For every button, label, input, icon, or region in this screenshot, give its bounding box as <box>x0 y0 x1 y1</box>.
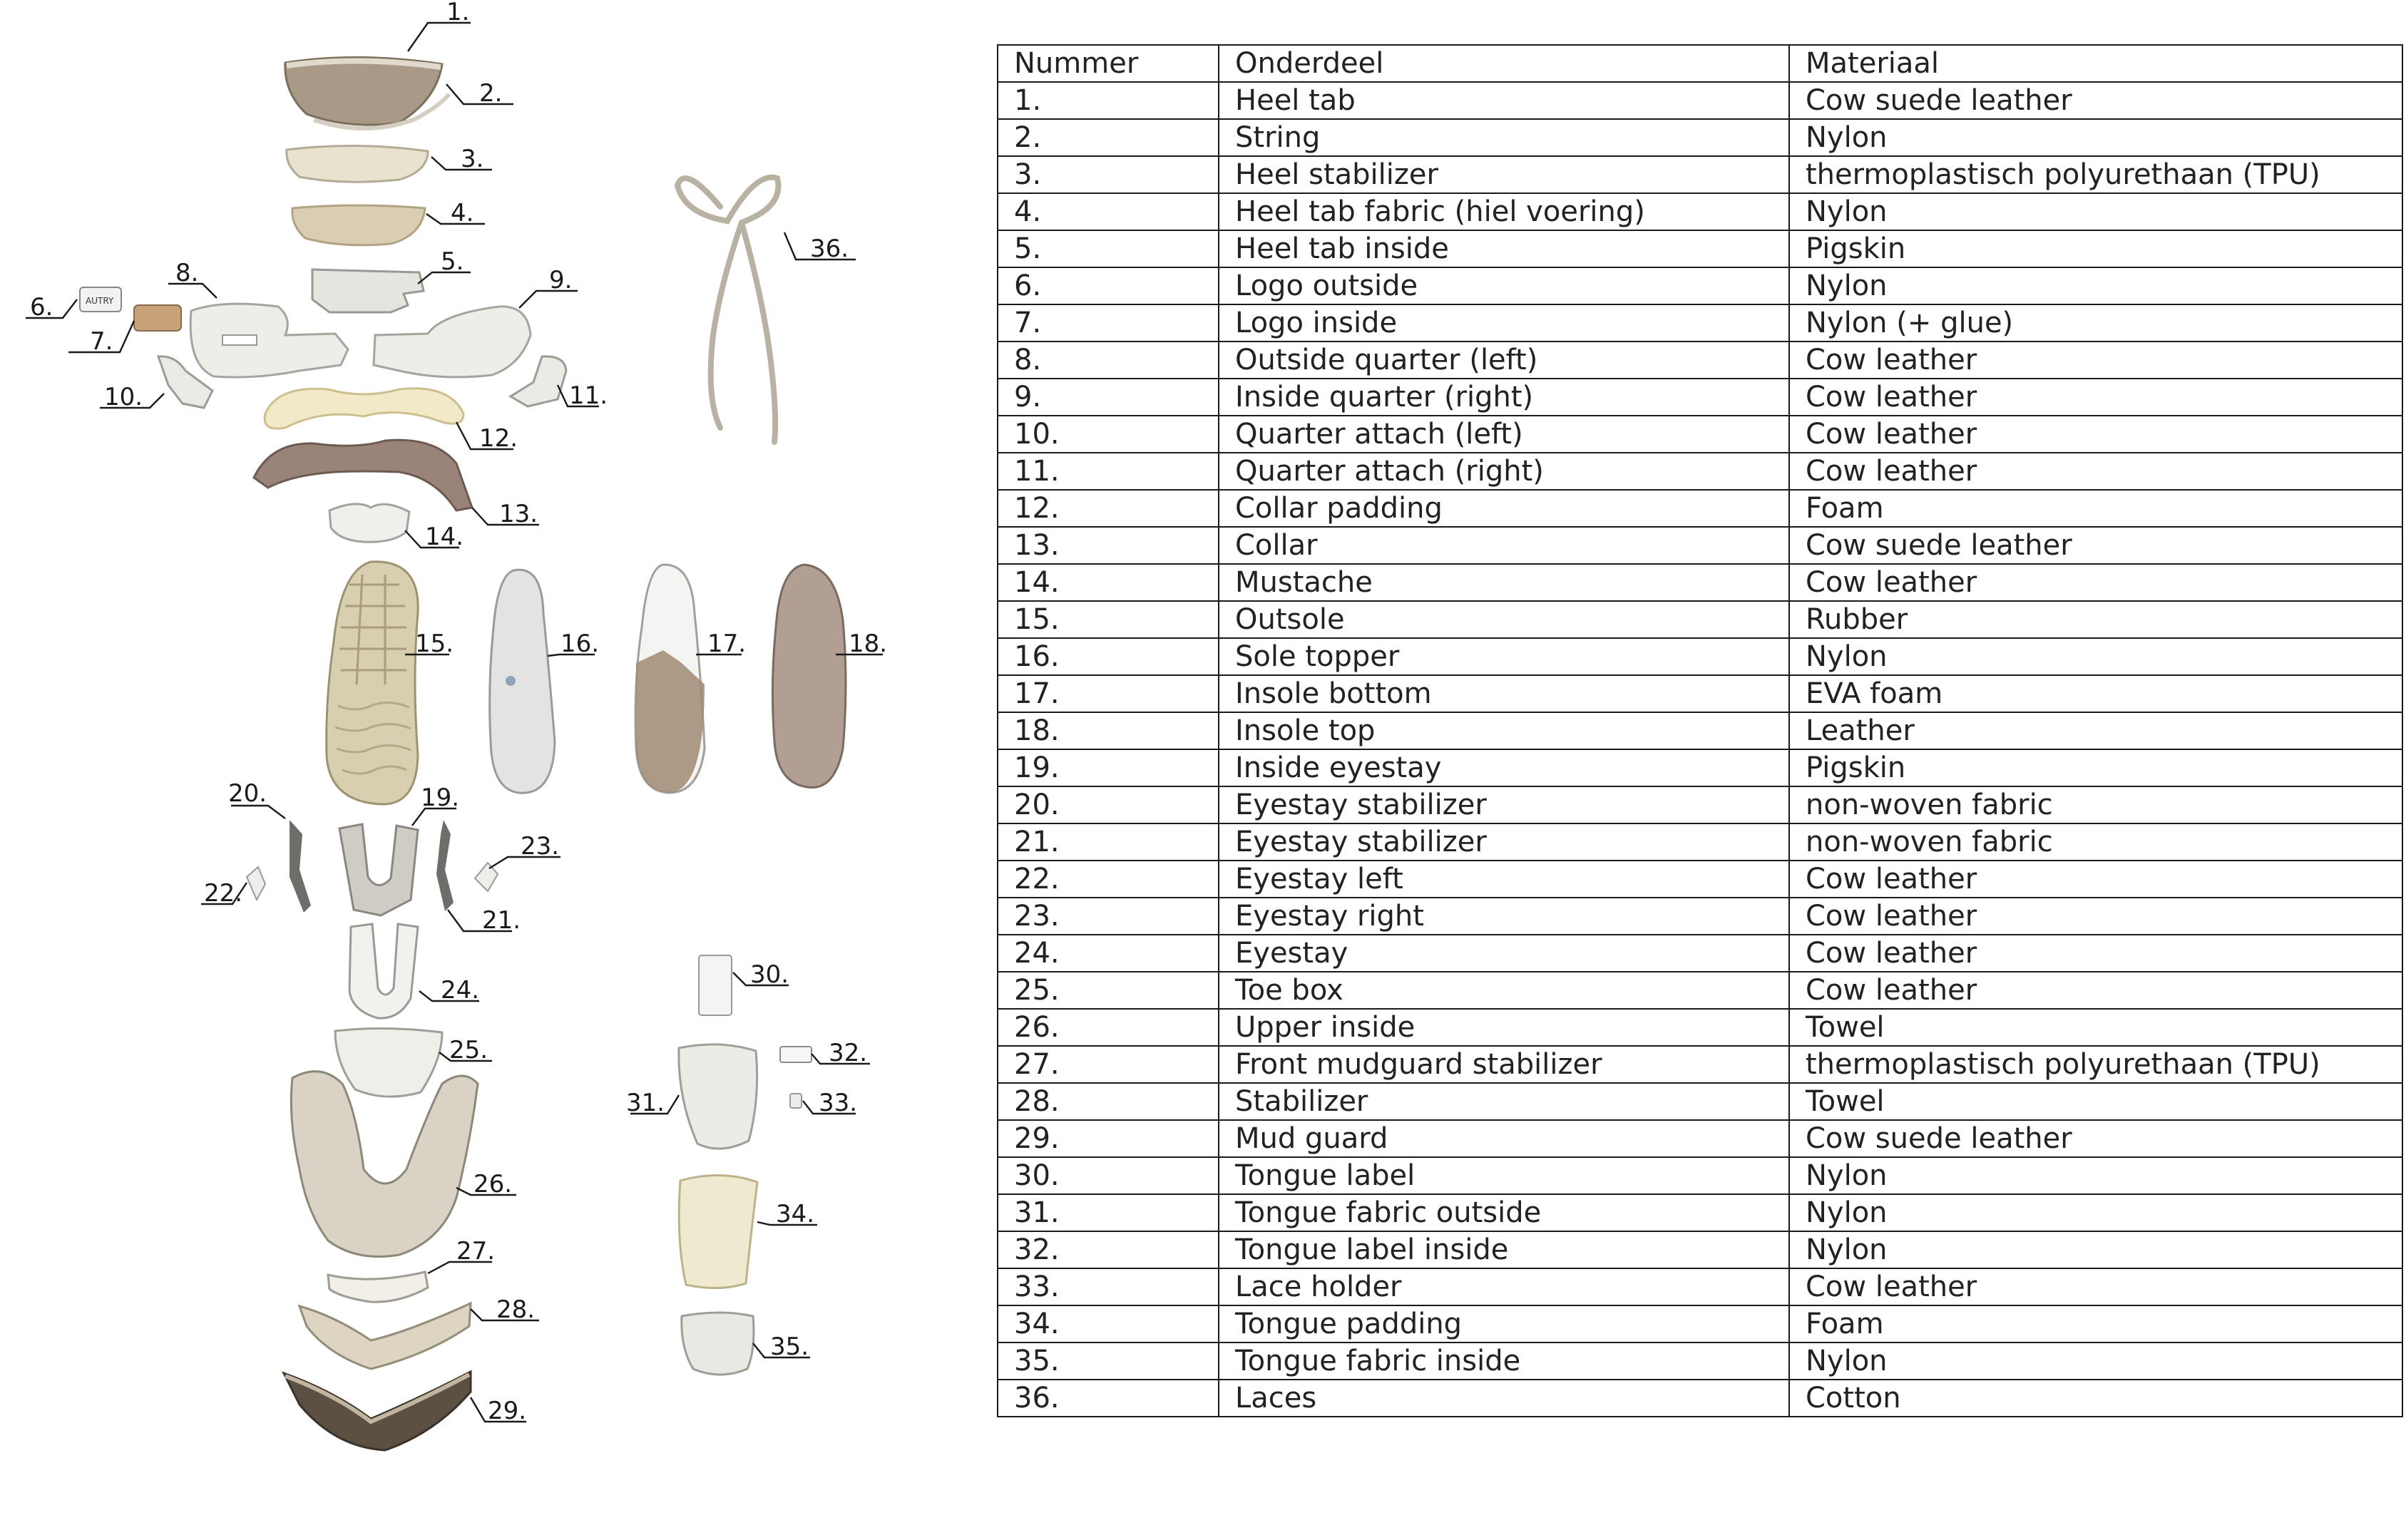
table-row <box>998 1305 2402 1343</box>
part-eyestay-stabilizer-right <box>436 820 454 911</box>
cell-onderdeel: Inside quarter (right) <box>1219 379 1789 416</box>
cell-nummer: 9. <box>998 379 1219 416</box>
part-label-13: 13. <box>499 500 538 528</box>
part-label-32: 32. <box>829 1039 868 1067</box>
cell-nummer: 33. <box>998 1268 1219 1305</box>
part-label-26: 26. <box>473 1170 513 1198</box>
cell-materiaal: Cow suede leather <box>1789 82 2402 119</box>
cell-onderdeel: Eyestay <box>1219 935 1789 972</box>
part-label-24: 24. <box>441 976 480 1005</box>
cell-onderdeel: Front mudguard stabilizer <box>1219 1046 1789 1083</box>
cell-nummer: 4. <box>998 193 1219 230</box>
cell-onderdeel: Tongue padding <box>1219 1305 1789 1343</box>
cell-onderdeel: Tongue label inside <box>1219 1231 1789 1268</box>
table-row <box>998 1194 2402 1231</box>
cell-nummer: 1. <box>998 82 1219 119</box>
part-mustache <box>329 504 409 542</box>
cell-materiaal: non-woven fabric <box>1789 786 2402 823</box>
cell-materiaal: Leather <box>1789 712 2402 749</box>
cell-onderdeel: Tongue fabric inside <box>1219 1343 1789 1380</box>
cell-materiaal: Cow leather <box>1789 564 2402 601</box>
part-heel-tab-inside <box>312 270 424 312</box>
cell-nummer: 21. <box>998 823 1219 861</box>
cell-materiaal: Nylon <box>1789 1194 2402 1231</box>
part-tongue-padding <box>679 1175 757 1288</box>
cell-nummer: 22. <box>998 861 1219 898</box>
cell-materiaal: Rubber <box>1789 601 2402 638</box>
table-row <box>998 972 2402 1009</box>
cell-nummer: 18. <box>998 712 1219 749</box>
cell-onderdeel: Quarter attach (left) <box>1219 416 1789 453</box>
cell-onderdeel: Outsole <box>1219 601 1789 638</box>
cell-materiaal: Nylon <box>1789 267 2402 304</box>
part-outside-quarter-left <box>190 304 348 377</box>
table-row <box>998 1046 2402 1083</box>
part-label-6: 6. <box>30 293 53 322</box>
cell-onderdeel: Quarter attach (right) <box>1219 453 1789 490</box>
cell-onderdeel: Mustache <box>1219 564 1789 601</box>
cell-nummer: 11. <box>998 453 1219 490</box>
cell-materiaal: Nylon <box>1789 193 2402 230</box>
part-label-8: 8. <box>175 259 199 287</box>
cell-nummer: 26. <box>998 1009 1219 1046</box>
cell-onderdeel: Upper inside <box>1219 1009 1789 1046</box>
part-label-1: 1. <box>446 0 470 26</box>
part-quarter-attach-right <box>511 356 566 406</box>
part-label-22: 22. <box>204 879 243 908</box>
part-eyestay-left <box>247 867 265 900</box>
parts-materials-table <box>997 44 2403 1417</box>
table-row <box>998 935 2402 972</box>
cell-nummer: 16. <box>998 638 1219 675</box>
part-label-23: 23. <box>521 832 560 861</box>
cell-materiaal: Foam <box>1789 1305 2402 1343</box>
cell-onderdeel: Eyestay stabilizer <box>1219 786 1789 823</box>
cell-nummer: 15. <box>998 601 1219 638</box>
cell-nummer: 7. <box>998 304 1219 342</box>
cell-onderdeel: Collar padding <box>1219 490 1789 527</box>
cell-materiaal: Towel <box>1789 1009 2402 1046</box>
cell-onderdeel: Tongue fabric outside <box>1219 1194 1789 1231</box>
part-label-20: 20. <box>228 779 267 808</box>
part-label-27: 27. <box>456 1237 496 1266</box>
part-upper-inside <box>291 1072 478 1257</box>
cell-nummer: 12. <box>998 490 1219 527</box>
cell-materiaal: Nylon <box>1789 1231 2402 1268</box>
shoe-parts-illustration <box>0 0 941 1540</box>
cell-onderdeel: Insole bottom <box>1219 675 1789 712</box>
cell-materiaal: Cotton <box>1789 1380 2402 1417</box>
cell-nummer: 17. <box>998 675 1219 712</box>
cell-nummer: 14. <box>998 564 1219 601</box>
cell-nummer: 8. <box>998 342 1219 379</box>
cell-materiaal: Nylon <box>1789 638 2402 675</box>
table-row <box>998 1157 2402 1194</box>
part-outside-quarter-slot <box>222 335 257 345</box>
part-laces <box>677 178 778 442</box>
cell-onderdeel: Eyestay stabilizer <box>1219 823 1789 861</box>
cell-materiaal: Towel <box>1789 1083 2402 1120</box>
table-row <box>998 379 2402 416</box>
logo-outside-text: AUTRY <box>86 296 114 306</box>
cell-nummer: 10. <box>998 416 1219 453</box>
part-tongue-label-inside <box>780 1047 812 1062</box>
header-materiaal: Materiaal <box>1789 45 2402 82</box>
table-row <box>998 527 2402 564</box>
cell-onderdeel: Outside quarter (left) <box>1219 342 1789 379</box>
cell-onderdeel: Lace holder <box>1219 1268 1789 1305</box>
table-row <box>998 1083 2402 1120</box>
part-label-35: 35. <box>770 1333 809 1361</box>
table-row <box>998 1380 2402 1417</box>
cell-nummer: 35. <box>998 1343 1219 1380</box>
table-row <box>998 230 2402 267</box>
part-label-21: 21. <box>482 906 521 935</box>
part-collar <box>254 440 472 510</box>
cell-onderdeel: Logo outside <box>1219 267 1789 304</box>
table-row <box>998 861 2402 898</box>
part-front-mudguard-stabilizer <box>328 1272 428 1302</box>
table-row <box>998 304 2402 342</box>
cell-nummer: 13. <box>998 527 1219 564</box>
cell-materiaal: EVA foam <box>1789 675 2402 712</box>
cell-materiaal: thermoplastisch polyurethaan (TPU) <box>1789 1046 2402 1083</box>
table-row <box>998 601 2402 638</box>
table-row <box>998 1009 2402 1046</box>
part-logo-inside <box>134 305 181 331</box>
cell-onderdeel: Heel stabilizer <box>1219 156 1789 193</box>
cell-materiaal: Cow leather <box>1789 861 2402 898</box>
cell-onderdeel: Heel tab fabric (hiel voering) <box>1219 193 1789 230</box>
cell-nummer: 3. <box>998 156 1219 193</box>
cell-onderdeel: Eyestay left <box>1219 861 1789 898</box>
part-sole-topper <box>490 570 555 793</box>
cell-materiaal: thermoplastisch polyurethaan (TPU) <box>1789 156 2402 193</box>
part-label-28: 28. <box>496 1295 536 1324</box>
part-label-14: 14. <box>425 523 464 551</box>
cell-nummer: 19. <box>998 749 1219 786</box>
table-row <box>998 267 2402 304</box>
table-row <box>998 156 2402 193</box>
cell-onderdeel: Inside eyestay <box>1219 749 1789 786</box>
part-stabilizer <box>300 1303 471 1369</box>
cell-onderdeel: Collar <box>1219 527 1789 564</box>
part-insole-top <box>772 565 846 788</box>
part-tongue-label <box>699 955 732 1015</box>
part-inside-eyestay <box>339 824 418 915</box>
table-row <box>998 82 2402 119</box>
cell-materiaal: Pigskin <box>1789 749 2402 786</box>
part-toe-box <box>335 1028 442 1097</box>
part-label-25: 25. <box>449 1036 488 1064</box>
cell-onderdeel: Eyestay right <box>1219 898 1789 935</box>
part-lace-holder <box>790 1094 802 1108</box>
part-label-34: 34. <box>776 1200 815 1228</box>
cell-materiaal: Cow leather <box>1789 972 2402 1009</box>
table-row <box>998 453 2402 490</box>
cell-nummer: 32. <box>998 1231 1219 1268</box>
table-row <box>998 823 2402 861</box>
cell-nummer: 34. <box>998 1305 1219 1343</box>
part-mud-guard <box>284 1372 471 1450</box>
part-label-4: 4. <box>451 199 474 227</box>
part-label-3: 3. <box>461 145 484 173</box>
part-label-36: 36. <box>810 235 849 263</box>
part-label-29: 29. <box>488 1397 527 1425</box>
cell-nummer: 6. <box>998 267 1219 304</box>
part-label-9: 9. <box>549 266 573 294</box>
part-heel-tab-fabric <box>292 205 425 245</box>
cell-onderdeel: Logo inside <box>1219 304 1789 342</box>
part-label-12: 12. <box>479 424 518 453</box>
cell-nummer: 20. <box>998 786 1219 823</box>
cell-nummer: 23. <box>998 898 1219 935</box>
cell-onderdeel: Mud guard <box>1219 1120 1789 1157</box>
part-tongue-fabric-inside <box>682 1313 754 1375</box>
cell-onderdeel: Heel tab inside <box>1219 230 1789 267</box>
cell-nummer: 31. <box>998 1194 1219 1231</box>
cell-materiaal: Cow leather <box>1789 1268 2402 1305</box>
table-row <box>998 675 2402 712</box>
part-label-10: 10. <box>104 383 143 411</box>
cell-materiaal: Nylon <box>1789 1157 2402 1194</box>
part-heel-stabilizer <box>287 145 428 182</box>
part-label-11: 11. <box>569 381 608 410</box>
table-row <box>998 1343 2402 1380</box>
table-row <box>998 416 2402 453</box>
cell-nummer: 5. <box>998 230 1219 267</box>
table-row <box>998 712 2402 749</box>
cell-nummer: 2. <box>998 119 1219 156</box>
part-label-5: 5. <box>441 247 464 276</box>
part-label-18: 18. <box>849 630 888 658</box>
cell-onderdeel: Laces <box>1219 1380 1789 1417</box>
part-eyestay <box>349 924 418 1018</box>
cell-nummer: 36. <box>998 1380 1219 1417</box>
table-row <box>998 490 2402 527</box>
cell-materiaal: Cow suede leather <box>1789 1120 2402 1157</box>
cell-nummer: 30. <box>998 1157 1219 1194</box>
table-row <box>998 1231 2402 1268</box>
cell-onderdeel: Insole top <box>1219 712 1789 749</box>
cell-materiaal: Nylon <box>1789 119 2402 156</box>
cell-nummer: 27. <box>998 1046 1219 1083</box>
cell-onderdeel: Sole topper <box>1219 638 1789 675</box>
cell-onderdeel: Heel tab <box>1219 82 1789 119</box>
part-collar-padding <box>265 389 464 428</box>
cell-materiaal: Cow leather <box>1789 453 2402 490</box>
cell-materiaal: Cow leather <box>1789 342 2402 379</box>
table-row <box>998 1268 2402 1305</box>
cell-onderdeel: Toe box <box>1219 972 1789 1009</box>
table-row <box>998 638 2402 675</box>
cell-nummer: 29. <box>998 1120 1219 1157</box>
header-onderdeel: Onderdeel <box>1219 45 1789 82</box>
part-label-16: 16. <box>560 630 600 658</box>
table-row <box>998 786 2402 823</box>
part-label-2: 2. <box>479 79 503 108</box>
table-row <box>998 564 2402 601</box>
table-row <box>998 749 2402 786</box>
cell-onderdeel: Stabilizer <box>1219 1083 1789 1120</box>
part-label-31: 31. <box>626 1089 665 1117</box>
part-label-17: 17. <box>707 630 747 658</box>
cell-materiaal: Nylon (+ glue) <box>1789 304 2402 342</box>
cell-materiaal: Cow leather <box>1789 379 2402 416</box>
part-label-33: 33. <box>819 1089 858 1117</box>
part-inside-quarter-right <box>374 307 531 377</box>
exploded-shoe-diagram <box>0 0 941 1540</box>
part-eyestay-right <box>475 863 498 891</box>
part-label-19: 19. <box>421 784 460 812</box>
cell-materiaal: non-woven fabric <box>1789 823 2402 861</box>
table-header-row <box>998 45 2402 82</box>
header-nummer: Nummer <box>998 45 1219 82</box>
table-body <box>998 82 2402 1417</box>
table-row <box>998 898 2402 935</box>
cell-materiaal: Cow leather <box>1789 898 2402 935</box>
part-label-7: 7. <box>90 327 113 356</box>
cell-materiaal: Pigskin <box>1789 230 2402 267</box>
table-row <box>998 1120 2402 1157</box>
part-label-30: 30. <box>750 960 789 989</box>
table-row <box>998 342 2402 379</box>
cell-nummer: 28. <box>998 1083 1219 1120</box>
cell-materiaal: Cow suede leather <box>1789 527 2402 564</box>
part-eyestay-stabilizer-left <box>290 820 311 913</box>
cell-nummer: 24. <box>998 935 1219 972</box>
cell-materiaal: Nylon <box>1789 1343 2402 1380</box>
cell-materiaal: Foam <box>1789 490 2402 527</box>
part-tongue-fabric-outside <box>679 1044 757 1149</box>
table-row <box>998 193 2402 230</box>
cell-materiaal: Cow leather <box>1789 935 2402 972</box>
cell-materiaal: Cow leather <box>1789 416 2402 453</box>
part-label-15: 15. <box>415 630 454 658</box>
cell-onderdeel: String <box>1219 119 1789 156</box>
cell-nummer: 25. <box>998 972 1219 1009</box>
table-row <box>998 119 2402 156</box>
part-outsole <box>327 562 419 804</box>
cell-onderdeel: Tongue label <box>1219 1157 1789 1194</box>
part-sole-topper-mark <box>506 676 516 686</box>
